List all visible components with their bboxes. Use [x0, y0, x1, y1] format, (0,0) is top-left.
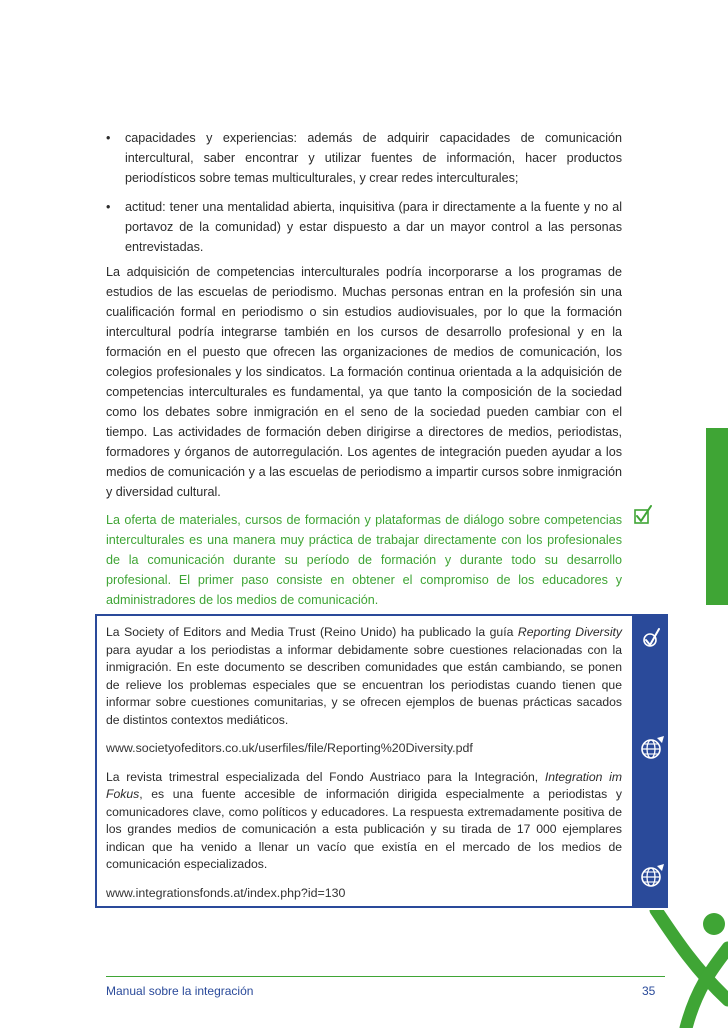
bullet-list	[106, 128, 622, 266]
globe-cursor-icon	[639, 735, 665, 761]
footer-title: Manual sobre la integración	[106, 984, 254, 998]
bullet-item	[106, 128, 622, 188]
globe-cursor-icon	[639, 863, 665, 889]
box-content	[106, 624, 622, 913]
bullet-text: actitud: tener una mentalidad abierta, inquisitiva (para ir directamente a la fuente y no al portavoz de la comunidad) y estar dispuesto a dar un mayor control a las personas entrevistadas.	[125, 200, 622, 254]
box-paragraph-integration-im-fokus: La revista trimestral especializada del Fondo Austriaco para la Integración, Integration im Fokus, es una fuente accesible de información dirigida especialmente a periodistas y comunicadores clave, como políticos y educadores. La respuesta extremadamente positiva de los grandes medios de comunicación a esta publicación y su tirada de 17 000 ejemplares indican que ha venido a llenar un vacío que existía en el mercado de los medios de comunicación especializados.	[106, 769, 622, 871]
chapter-side-tab	[706, 428, 728, 605]
body-paragraph: La adquisición de competencias interculturales podría incorporarse a los programas de estudios de las escuelas de periodismo. Muchas personas entran en la profesión sin una cualificación formal en periodismo o sin estudios audiovisuales, por lo que la formación intercultural podría integrarse también en los cursos de desarrollo profesional y en la formación en el puesto que ofrecen las organizaciones de medios de comunicación, los colegios profesionales y los sindicatos. La formación continua orientada a la adquisición de competencias interculturales es fundamental, ya que tanto la composición de la sociedad como los debates sobre inmigración en el seno de la sociedad pueden cambiar con el tiempo. Las actividades de formación deben dirigirse a directores de medios, periodistas, formadores y órganos de autorregulación. Los agentes de integración pueden ayudar a los medios de comunicación y a las escuelas de periodismo a impartir cursos sobre inmigración y diversidad cultural.	[106, 265, 622, 499]
guide-title: Reporting Diversity	[517, 625, 623, 639]
link-integrationsfonds[interactable]: www.integrationsfonds.at/index.php?id=130	[106, 885, 346, 900]
decorative-x-logo	[636, 910, 728, 1028]
link-society-of-editors[interactable]: www.societyofeditors.co.uk/userfiles/file/Reporting%20Diversity.pdf	[106, 741, 473, 755]
checkmark-icon	[641, 627, 661, 649]
magazine-title: Integration im Fokus	[106, 769, 622, 801]
footer-divider	[106, 976, 665, 977]
bullet-marker: •	[106, 200, 111, 214]
checkbox-tick-icon	[632, 504, 654, 526]
highlight-paragraph: La oferta de materiales, cursos de formación y plataformas de diálogo sobre competencias interculturales es una manera muy práctica de trabajar directamente con los profesionales de la comunicación durante su período de formación y durante todo su desarrollo profesional. El primer paso consiste en obtener el compromiso de los educadores y administradores de los medios de comunicación.	[106, 513, 622, 607]
box-paragraph-reporting-diversity: La Society of Editors and Media Trust (Reino Unido) ha publicado la guía Reporting Diversity para ayudar a los periodistas a informar debidamente sobre cuestiones relacionadas con la inmigración. En este documento se describen comunidades que están cambiando, se ponen de relieve los problemas especiales que se encuentran los periodistas cuando tienen que informar sobre cuestiones comunitarias, y se ofrecen ejemplos de buenas prácticas sacados de distintos contextos mediáticos.	[106, 625, 623, 727]
bullet-text: capacidades y experiencias: además de adquirir capacidades de comunicación intercultural, saber encontrar y utilizar fuentes de información, hacer productos periodísticos sobre temas multiculturales, y crear redes interculturales;	[125, 131, 622, 185]
bullet-marker: •	[106, 131, 111, 145]
bullet-item	[106, 197, 622, 257]
page-number: 35	[642, 984, 656, 998]
